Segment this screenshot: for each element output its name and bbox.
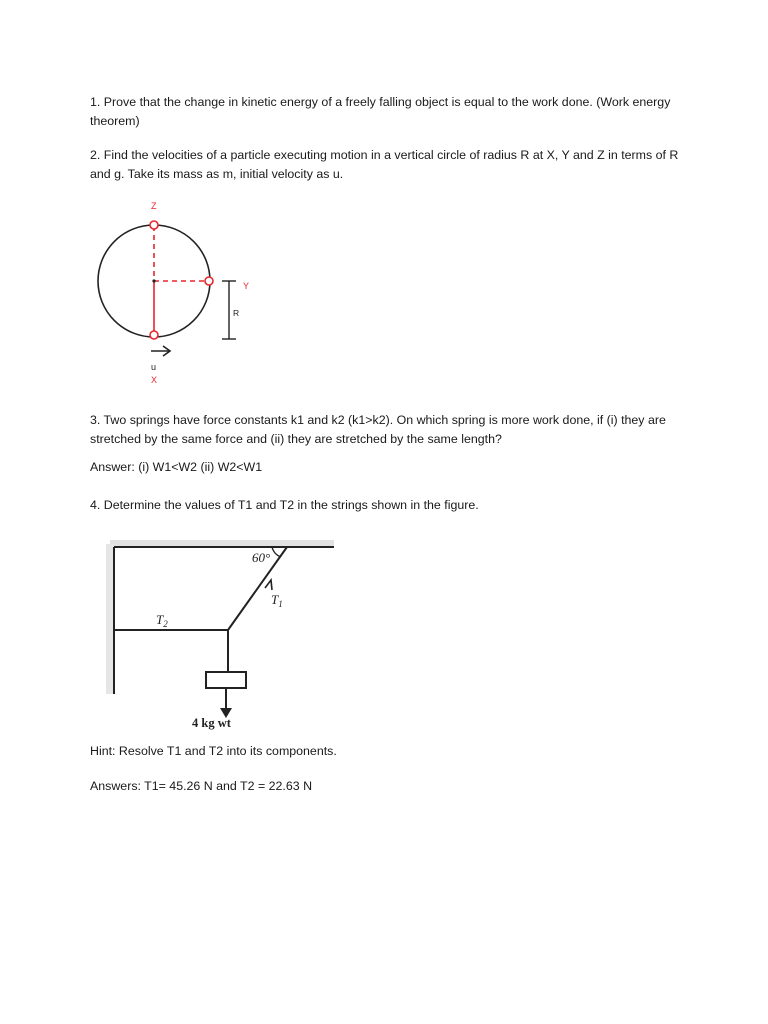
answer-4: Answers: T1= 45.26 N and T2 = 22.63 N (90, 779, 313, 793)
vertical-circle-diagram (90, 196, 260, 391)
angle-arc (272, 547, 281, 557)
label-r: R (233, 308, 240, 318)
t1-arrow (265, 580, 272, 590)
label-u: u (151, 362, 157, 372)
weight-label: 4 kg wt (192, 716, 231, 730)
wall (106, 544, 114, 694)
t2-label (156, 612, 168, 629)
label-z: Z (151, 201, 157, 211)
t2-letter: T (156, 612, 164, 627)
t1-label (271, 592, 283, 609)
weight-block (206, 672, 246, 688)
angle-label: 60° (252, 550, 271, 565)
t1-letter: T (271, 592, 279, 607)
t1-subscript: 1 (278, 599, 283, 609)
particle-z (150, 221, 158, 229)
particle-y (205, 277, 213, 285)
t2-subscript: 2 (163, 619, 168, 629)
question-3: 3. Two springs have force constants k1 and k2 (k1>k2). On which spring is more work done, if (i) they are stretched by the same force and (ii) they are stretched by the same length? (90, 413, 666, 446)
label-y: Y (243, 281, 250, 291)
answer-3: Answer: (i) W1<W2 (ii) W2<W1 (90, 460, 263, 474)
label-x: X (151, 375, 158, 385)
center-point (152, 279, 155, 282)
hint-4: Hint: Resolve T1 and T2 into its components. (90, 744, 337, 758)
question-1: 1. Prove that the change in kinetic energy of a freely falling object is equal to the work done. (Work energy theorem) (90, 95, 671, 128)
question-2: 2. Find the velocities of a particle executing motion in a vertical circle of radius R at X, Y and Z in terms of R and g. Take its mass as m, initial velocity as u. (90, 148, 679, 181)
tension-strings-diagram (100, 532, 340, 732)
ceiling (110, 540, 334, 547)
question-4: 4. Determine the values of T1 and T2 in the strings shown in the figure. (90, 498, 479, 512)
particle-x (150, 331, 158, 339)
